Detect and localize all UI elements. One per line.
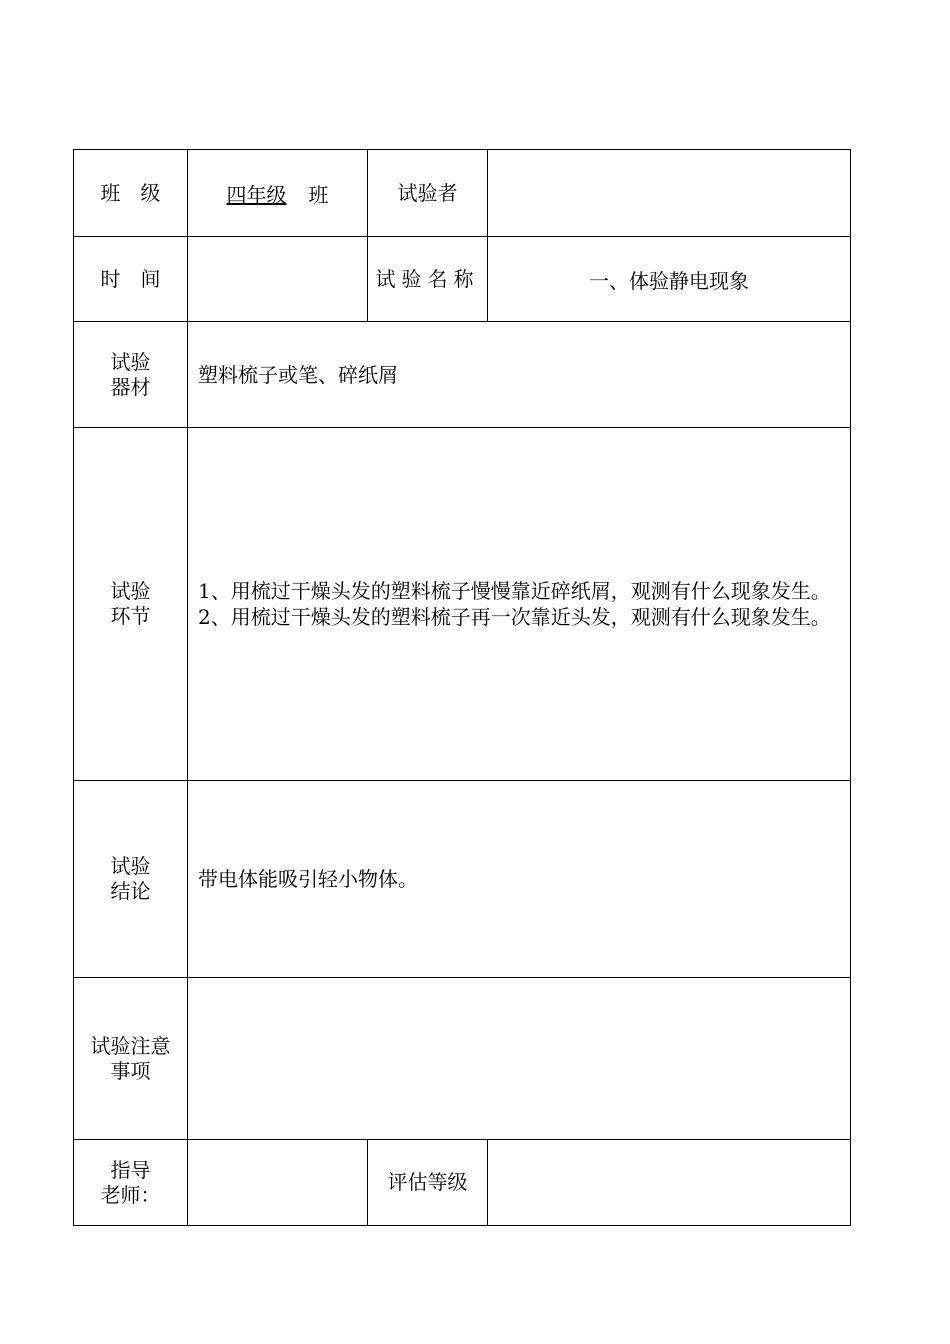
materials-label-cell xyxy=(74,322,188,428)
teacher-value-cell xyxy=(188,1140,368,1226)
row-steps xyxy=(74,428,851,781)
notes-value-cell xyxy=(188,978,851,1140)
conclusion-label-cell xyxy=(74,781,188,978)
row-materials xyxy=(74,322,851,428)
row-class xyxy=(74,150,851,237)
conclusion-value-cell xyxy=(188,781,851,978)
experiment-name-label: 试验名称 xyxy=(375,266,480,291)
steps-label-line1: 试验 xyxy=(110,579,151,603)
row-teacher xyxy=(74,1140,851,1226)
steps-label-line2: 环节 xyxy=(110,604,151,628)
experimenter-label-cell xyxy=(368,150,488,237)
teacher-label-line2: 老师： xyxy=(100,1182,161,1207)
materials-value-cell xyxy=(188,322,851,428)
conclusion-value: 带电体能吸引轻小物体。 xyxy=(198,867,418,891)
notes-label-cell xyxy=(74,978,188,1140)
class-label: 班 级 xyxy=(100,180,161,205)
step-item: 1、用梳过干燥头发的塑料梳子慢慢靠近碎纸屑，观测有什么现象发生。 xyxy=(198,579,831,603)
time-label-cell xyxy=(74,237,188,322)
evaluation-value-cell xyxy=(488,1140,851,1226)
evaluation-label-cell xyxy=(368,1140,488,1226)
materials-label-line1: 试验 xyxy=(110,349,151,374)
experimenter-value-cell xyxy=(488,150,851,237)
class-grade: 四年级 xyxy=(226,182,287,207)
steps-label-cell xyxy=(74,428,188,781)
notes-label-line1: 试验注意 xyxy=(90,1033,171,1058)
class-suffix: 班 xyxy=(308,182,329,207)
time-label: 时 间 xyxy=(100,266,161,291)
step-item: 2、用梳过干燥头发的塑料梳子再一次靠近头发，观测有什么现象发生。 xyxy=(198,605,831,629)
evaluation-label: 评估等级 xyxy=(387,1170,468,1194)
experimenter-label: 试验者 xyxy=(397,180,458,205)
row-notes xyxy=(74,978,851,1140)
steps-value-cell xyxy=(188,428,851,781)
time-value-cell xyxy=(188,237,368,322)
row-conclusion xyxy=(74,781,851,978)
notes-label-line2: 事项 xyxy=(110,1058,151,1083)
materials-label-line2: 器材 xyxy=(110,374,151,399)
teacher-label-cell xyxy=(74,1140,188,1226)
conclusion-label-line2: 结论 xyxy=(110,879,151,903)
experiment-record-table xyxy=(73,149,851,1226)
row-time xyxy=(74,237,851,322)
conclusion-label-line1: 试验 xyxy=(110,854,151,878)
experiment-name-label-cell xyxy=(368,237,488,322)
experiment-name-value-cell xyxy=(488,237,851,322)
experiment-name-value: 一、体验静电现象 xyxy=(589,268,749,293)
materials-value: 塑料梳子或笔、碎纸屑 xyxy=(198,362,398,387)
class-value-cell xyxy=(188,150,368,237)
class-label-cell xyxy=(74,150,188,237)
teacher-label-line1: 指导 xyxy=(110,1157,151,1182)
